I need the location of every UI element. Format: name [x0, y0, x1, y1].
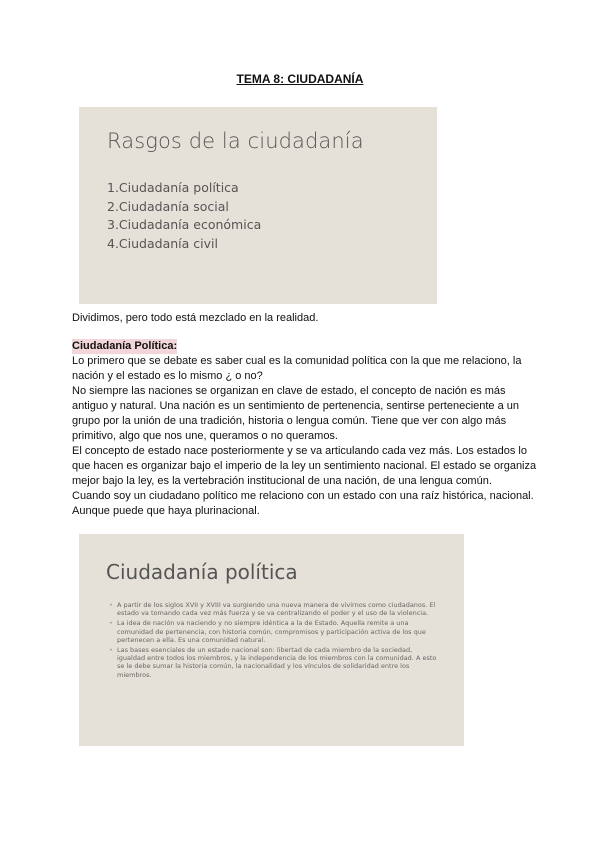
- intro-text: Dividimos, pero todo está mezclado en la realidad.: [72, 312, 319, 324]
- bullet-item: • Las bases esenciales de un estado nacional son: libertad de cada miembro de la sociedad, igualdad entre todos los miembros, y la independencia de los miembros con la comunidad. A esto se le debe sumar la historia común, la nacionalidad y los vínculos de solidaridad entre los miembros.: [109, 646, 439, 679]
- section-heading: Ciudadanía Política:: [72, 340, 178, 352]
- list-item: 1.Ciudadanía política: [107, 180, 239, 195]
- bullet-item: • A partir de los siglos XVII y XVIII va surgiendo una nueva manera de vivirnos como ciudadanos. El estado va tomando cada vez más fuerza y se va centralizando el poder y el uso de la violencia.: [109, 601, 439, 617]
- paragraph: El concepto de estado nace posteriormente y se va articulando cada vez más. Los estados lo que hacen es organizar bajo el imperio de la ley un sentimiento nacional. El estado se organiza mejor bajo la ley, es la vertebración institucional de una nación, de una lengua común.: [72, 445, 537, 487]
- slide-ciudadania-politica: [79, 534, 464, 746]
- list-item: 3.Ciudadanía económica: [107, 217, 262, 232]
- slide-rasgos-ciudadania: [79, 107, 437, 304]
- body-paragraphs: [72, 354, 542, 519]
- bullet-item: • La idea de nación va naciendo y no siempre idéntica a la de Estado. Aquella remite a una comunidad de pertenencia, con historia común, compromisos y participación activa de los que pertenecen a ella. Es una comunidad natural.: [109, 619, 439, 644]
- slide-bullets: [109, 601, 439, 681]
- paragraph: No siempre las naciones se organizan en clave de estado, el concepto de nación es más antiguo y natural. Una nación es un sentimiento de pertenencia, sentirse perteneciente a un grupo por la unión de una tradición, historia o lengua común. Tiene que ver con algo más primitivo, algo que nos une, queramos o no queramos.: [72, 385, 520, 442]
- page-title: TEMA 8: CIUDADANÍA: [236, 72, 364, 86]
- list-item: 2.Ciudadanía social: [107, 198, 229, 214]
- slide-title: Ciudadanía política: [106, 560, 298, 584]
- slide-list: [107, 179, 261, 253]
- paragraph: Cuando soy un ciudadano político me relaciono con un estado con una raíz histórica, nacional. Aunque puede que haya plurinacional.: [72, 490, 534, 517]
- slide-title: Rasgos de la ciudadanía: [107, 129, 364, 153]
- paragraph: Lo primero que se debate es saber cual es la comunidad política con la que me relaciono, la nación y el estado es lo mismo ¿ o no?: [72, 355, 522, 382]
- list-item: 4.Ciudadanía civil: [107, 235, 218, 251]
